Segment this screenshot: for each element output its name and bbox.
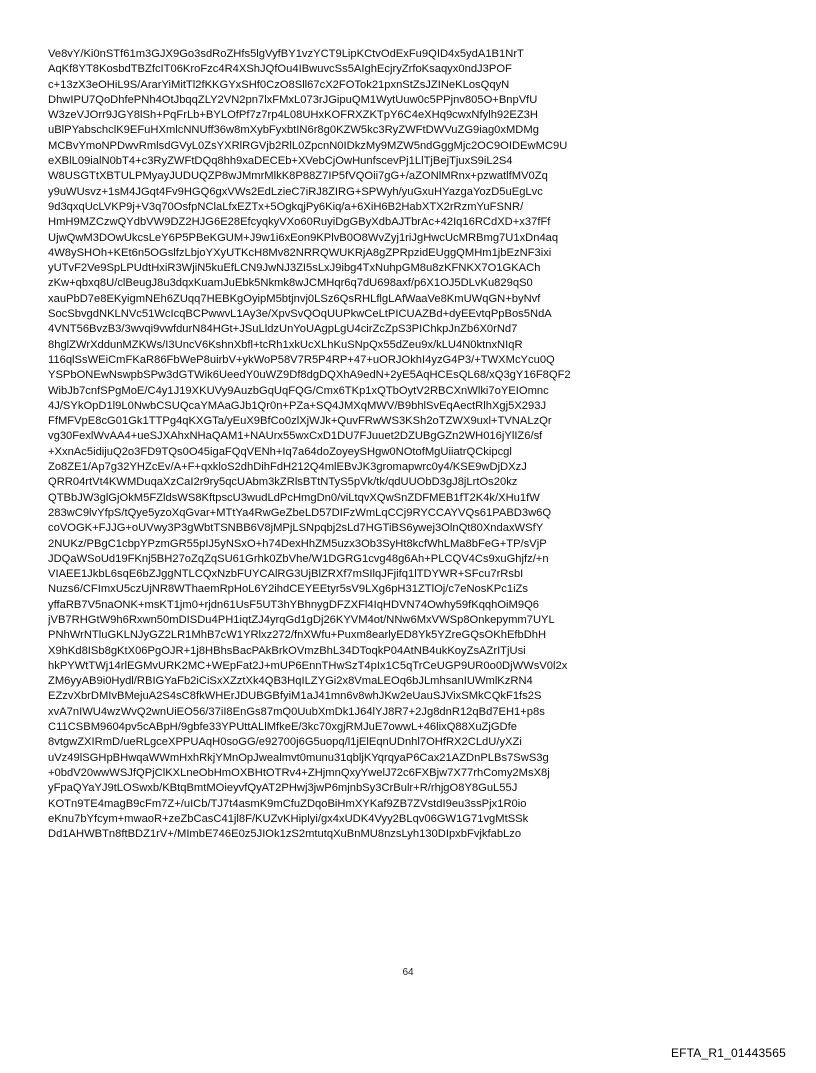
text-line: C11CSBM9604pv5cABpH/9gbfe33YPUttALlMfkeE/3kc70xgjRMJuE7owwL+46lixQ88XuZjGDfe bbox=[48, 721, 517, 734]
text-line: JDQaWSoUd19FKnj5BH27oZqZqSU61Grhk0ZbVhe/W1DGRG1cvg48g6Ah+PLCQV4Cs9xuGhjfz/+n bbox=[48, 552, 549, 565]
text-line: yFpaQYaYJ9tLOSwxb/KBtqBmtMOieyvfQyAT2PHwj3jwP6mjnbSy3CrBulr+R/rhjgO8Y8GuL55J bbox=[48, 782, 518, 795]
text-line: coVOGK+FJJG+oUVwy3P3gWbtTSNBB6V8jMPjLSNpqbj2sLd7HGTiBS6ywej3OlnQt80XndaxWSfY bbox=[48, 522, 544, 535]
text-line: WibJb7cnfSPgMoE/C4y1J19XKUVy9AuzbGqUqFQG/Cmx6TKp1xQTbOytV2RBCXnWlki7oYEIOmnc bbox=[48, 384, 549, 397]
text-line: eXBlL09ialN0bT4+c3RyZWFtDQq8hh9xaDECEb+XVebCjOwHunfscevPj1LlTjBejTjuxS9iL2S4 bbox=[48, 155, 513, 168]
page-number: 64 bbox=[402, 967, 414, 978]
text-line: xvA7nIWU4wzWvQ2wnUiEO56/37iI8EnGs87mQ0UubXmDk1J64lYJ8R7+2Jg8dnR12qBd7EH1+p8s bbox=[48, 705, 545, 718]
text-line: 2NUKz/PBgC1cbpYPzmGR55pIJ5yNSxO+h74DexHhZM5uzx3Ob3SyHt8kcfWhLMa8bFeG+TP/sVjP bbox=[48, 537, 547, 550]
text-line: jVB7RHGtW9h6Rxwn50mDISDu4PH1iqtZJ4yrqGd1gDj26KYVM4ot/NNw6MxVWSp8Onkepymm7UYL bbox=[48, 613, 555, 626]
text-line: Zo8ZE1/Ap7g32YHZcEv/A+F+qxkloS2dhDihFdH212Q4mlEBvJK3gromapwrc0y4/KSE9wDjDXzJ bbox=[48, 461, 527, 474]
text-line: AqKf8YT8KosbdTBZfcIT06KroFzc4R4XShJQfOu4IBwuvcSs5AIghEcjryZrfoKsaqyx0ndJ3POF bbox=[48, 63, 512, 76]
text-line: Ve8vY/Ki0nSTf61m3GJX9Go3sdRoZHfs5lgVyfBY1vzYCT9LipKCtvOdExFu9QID4x5ydA1B1NrT bbox=[48, 48, 524, 60]
text-line: 9d3qxqUcLVKP9j+V3q70OsfpNClaLfxEZTx+5OgkqjPy6Kiq/a+6XiH6B2HabXTX2rRzmYuFSNR/ bbox=[48, 200, 524, 213]
text-line: W3zeVJOrr9JGY8lSh+PqFrLb+BYLOfPf7z7rp4L08UHxKOFRXZKTpY6C4eXHq9cwxNfylh92EZ3H bbox=[48, 109, 538, 122]
text-line: 8hglZWrXddunMZKWs/I3UncV6KshnXbfl+tcRh1xkUcXLhKuSNpQx55dZeu9x/kLU4N0ktnxNIqR bbox=[48, 338, 523, 351]
text-line: UjwQwM3DOwUkcsLeY6P5PBeKGUM+J9w1i6xEon9KPlvB0O8WvZyj1riJgHwcUcMRBmg7U1xDn4aq bbox=[48, 231, 559, 244]
text-line: uVz49lSGHpBHwqaWWmHxhRkjYMnOpJwealmvt0munu31qbljKYqrqyaP6Cax21AZDnPLBs7SwS3g bbox=[48, 751, 549, 764]
text-line: yUTvF2Ve9SpLPUdtHxiR3WjiN5kuEfLCN9JwNJ3ZI5sLxJ9ibg4TxNuhpGM8u8zKFNKX7O1GKACh bbox=[48, 262, 541, 275]
text-line: 4W8ySHOh+KEt6n5OGslfzLbjoYXyUTKcH8Mv82NRRQWUKRjA8gZPRpzidEUggQMHm1jbEzNF3ixi bbox=[48, 246, 552, 259]
text-line: hkPYWtTWj14rlEGMvURK2MC+WEpFat2J+mUP6EnnTHwSzT4pIx1C5qTrCeUGP9UR0o0DjWWsV0l2x bbox=[48, 659, 568, 672]
text-line: KOTn9TE4magB9cFm7Z+/uICb/TJ7t4asmK9mCfuZDqoBiHmXYKaf9ZB7ZVstdI9eu3ssPjx1R0io bbox=[48, 797, 527, 810]
text-line: PNhWrNTluGKLNJyGZ2LR1MhB7cW1YRlxz272/fnXWfu+Puxm8earlyED8Yk5YZreGQsOKhEfbDhH bbox=[48, 629, 547, 642]
text-line: HmH9MZCzwQYdbVW9DZ2HJG6E28EfcyqkyVXo60RuyiDgGByXdbAJTbrAc+42Iq16RCdXD+x37fFf bbox=[48, 216, 551, 229]
text-line: ZM6yyAB9i0Hydl/RBIGYaFb2iCiSxXZztXk4QB3HqILZYGi2x8VmaLEOq6bJLmhsanIUWmlKzRN4 bbox=[48, 675, 533, 688]
text-line: vg30FexlWvAA4+ueSJXAhxNHaQAM1+NAUrx55wxCxD1DU7FJuuet2DZUBgGZn2WH016jYlIZ6/sf bbox=[48, 430, 543, 443]
text-line: EZzvXbrDMIvBMejuA2S4sC8fkWHErJDUBGBfyiM1aJ41mn6v8whJKw2eUauSJVixSMkCQkF1fs2S bbox=[48, 690, 542, 703]
text-line: X9hKd8ISb8gKtX06PgOJR+1j8HBhsBacPAkBrkOVmzBhL34DToqkP04AtNB4ukKoyZsAZrITjUsi bbox=[48, 644, 526, 657]
text-line: QTBbJW3glGjOkM5FZldsWS8KftpscU3wudLdPcHmgDn0/viLtqvXQwSnZDFMEB1fT2K4k/XHu1fW bbox=[48, 491, 540, 504]
text-line: 116qlSsWEiCmFKaR86FbWeP8uirbV+ykWoP58V7R5P4RP+47+uORJOkhI4yzG4P3/+TWXMcYcu0Q bbox=[48, 353, 555, 366]
text-line: y9uWUsvz+1sM4JGqt4Fv9HGQ6gxVWs2EdLzieC7iRJ8ZIRG+SPWyh/yuGxuHYazgaYozD5uEgLvc bbox=[48, 185, 543, 198]
text-line: 4J/SYkOpD1l9L0NwbCSUQcaYMAaGJb1Qr0n+PZa+SQ4JMXqMWV/B9bhlSvEqAectRlhXgj5X293J bbox=[48, 399, 547, 412]
text-line: +0bdV20wwWSJfQPjClKXLneObHmOXBHtOTRv4+ZHjmnQxyYwelJ72c6FXBjw7X77rhComy2MsX8j bbox=[48, 766, 550, 779]
text-line: DhwIPU7QoDhfePNh4OtJbqqZLY2VN2pn7lxFMxL073rJGipuQM1WytUuw0c5PPjnv805O+BnpVfU bbox=[48, 93, 538, 106]
text-line: W8USGTtXBTULPMyayJUDUQZP8wJMmrMlkK8P88Z7IP5fVQOii7gG+/aZONlMRnx+pzwatlfMV0Zq bbox=[48, 170, 548, 183]
text-line: 4VNT56BvzB3/3wvqi9vwfdurN84HGt+JSuLldzUnYoUAgpLgU4cirZcZpS3PIChkpJnZb6X0rNd7 bbox=[48, 323, 518, 336]
encoded-text-block bbox=[48, 47, 768, 842]
text-line: QRR04rtVt4KWMDuqaXzCaI2r9ry5qcUAbm3kZRlsBTtNTyS5pVk/tk/qdUUObD3gJ8jLrtOs20kz bbox=[48, 476, 518, 489]
text-line: YSPbONEwNswpbSPw3dGTWik6UeedY0uWZ9Df8dgDQXhA9edN+2yE5AqHCEsQL68/xQ3gY16F8QF2 bbox=[48, 369, 571, 382]
text-line: Nuzs6/CFImxU5czUjNR8WThaemRpHoL6Y2ihdCEYEEtyr5sV9LXg6pH31ZTlOj/c7eNosKPc1iZs bbox=[48, 583, 528, 596]
text-line: VIAEE1JkbL6sqE6bZJggNTLCQxNzbFUYCAlRG3UjBlZRXf7mSIlqJFjifq1lTDYWR+SFcu7rRsbI bbox=[48, 568, 524, 581]
document-id: EFTA_R1_01443565 bbox=[670, 1046, 786, 1060]
text-line: +XxnAc5idijuQ2o3FD9TQs0O45igaFQqVENh+Iq7a64doZoyeySHgw0NOtofMgUiiatrQCkipcgl bbox=[48, 445, 512, 458]
text-line: Dd1AHWBTn8ftBDZ1rV+/MImbE746E0z5JIOk1zS2mtutqXuBnMU8nzsLyh130DIpxbFvjkfabLzo bbox=[48, 828, 522, 841]
text-line: 8vtgwZXIRmD/ueRLgceXPPUAqH0soGG/e92700j6G5uopq/l1jElEqnUDnhl7OHfRX2CLdU/yXZi bbox=[48, 736, 522, 749]
text-line: yffaRB7V5naONK+msKT1jm0+rjdn61UsF5UT3hYBhnygDFZXFl4IqHDVN74Owhy59fKqqhOiM9Q6 bbox=[48, 598, 540, 611]
text-line: c+13zX3eOHiL9S/ArarYiMitTl2fKKGYxSHf0CzO8Sll67cX2FOTok21pxnStZsJZINeKLosQqyN bbox=[48, 78, 510, 91]
text-line: MCBvYmoNPDwvRmlsdGVyL0ZsYXRlRGVjb2RlL0ZpcnN0IDkzMy9MZW5ndGggMjc2OC9OIDEwMC9U bbox=[48, 139, 568, 152]
text-line: uBlPYabschclK9EFuHXmlcNNUff36w8mXybFyxbtIN6r8g0KZW5kc3RyZWFtDWVuZG9iag0xMDMg bbox=[48, 124, 539, 137]
text-line: zKw+qbxq8U/clBeugJ8u3dqxKuamJuEbk5Nkmk8wJCMHqr6q7dU698axf/p6X1OJ5DLvKu829qS0 bbox=[48, 277, 533, 290]
text-line: xauPbD7e8EKyigmNEh6ZUqq7HEBKgOyipM5btjnvj0LSz6QsRHLflgLAfWaaVe8KmUWqGN+byNvf bbox=[48, 292, 541, 305]
text-line: eKnu7bYfcym+mwaoR+zeZbCasC41jl8F/KUZvKHiplyi/gx4xUDK4Vyy2BLqv06GW1G71vgMtSSk bbox=[48, 812, 529, 825]
text-line: FfMFVpE8cG01Gk1TTPg4qKXGTa/yEuX9BfCo0zlXjWJk+QuvFRwWS3KSh2oTZWX9uxl+TVNALzQr bbox=[48, 415, 552, 428]
text-line: SocSbvgdNKLNVc51WcIcqBCPwwvL1Ay3e/XpvSvQOqUUPkwCeLtPICUAZBd+dyEEvtqPpBos5NdA bbox=[48, 308, 552, 321]
text-line: 283wC9lvYfpS/tQye5yzoXqGvar+MTtYa4RwGeZbeLD57DIFzWmLqCCj9RYCCAYVQs61PABD3w6Q bbox=[48, 506, 552, 519]
